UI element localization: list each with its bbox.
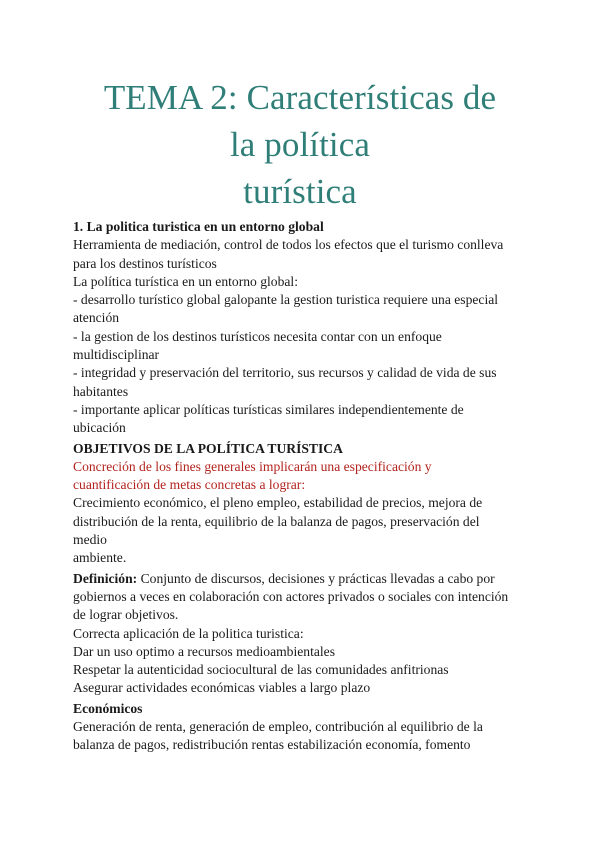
paragraph-line: medio — [73, 532, 107, 548]
paragraph-line: ambiente. — [73, 550, 127, 566]
title-line-3: turística — [243, 172, 357, 211]
title-line-2: la política — [229, 125, 371, 164]
definition-label: Definición: — [73, 570, 138, 586]
page-title — [0, 74, 600, 215]
paragraph-line: ubicación — [73, 420, 126, 436]
paragraph-line: balanza de pagos, redistribución rentas estabilización economía, fomento — [73, 737, 471, 753]
paragraph-line: - importante aplicar políticas turísticas similares independientemente de — [73, 401, 464, 417]
definition-text: Conjunto de discursos, decisiones y prácticas llevadas a cabo por — [137, 570, 495, 586]
highlighted-line: cuantificación de metas concretas a lograr: — [73, 477, 306, 493]
paragraph-line: gobiernos a veces en colaboración con actores privados o sociales con intención — [73, 588, 509, 604]
paragraph-line: Herramienta de mediación, control de todos los efectos que el turismo conlleva — [73, 237, 504, 253]
paragraph-line: Correcta aplicación de la politica turistica: — [73, 625, 304, 641]
paragraph-line: Dar un uso optimo a recursos medioambientales — [73, 643, 335, 659]
title-line-1: TEMA 2: Características de — [103, 78, 497, 117]
paragraph-line: Generación de renta, generación de empleo, contribución al equilibrio de la — [73, 719, 483, 735]
economic-heading: Económicos — [73, 700, 143, 716]
paragraph-line: atención — [73, 310, 120, 326]
paragraph-line: Respetar la autenticidad sociocultural de las comunidades anfitrionas — [73, 662, 449, 678]
paragraph-line: distribución de la renta, equilibrio de la balanza de pagos, preservación del — [73, 513, 480, 529]
paragraph-line: - la gestion de los destinos turísticos necesita contar con un enfoque — [73, 328, 442, 344]
highlighted-line: Concreción de los fines generales implicarán una especificación y — [73, 458, 432, 474]
paragraph-line: habitantes — [73, 383, 129, 399]
paragraph-line: para los destinos turísticos — [73, 255, 217, 271]
paragraph-line: La política turística en un entorno global: — [73, 273, 298, 289]
definition-line — [73, 570, 543, 588]
paragraph-line: - desarrollo turístico global galopante la gestion turistica requiere una especial — [73, 292, 499, 308]
paragraph-line: - integridad y preservación del territorio, sus recursos y calidad de vida de sus — [73, 365, 497, 381]
objectives-heading: OBJETIVOS DE LA POLÍTICA TURÍSTICA — [73, 440, 343, 456]
paragraph-line: Asegurar actividades económicas viables a largo plazo — [73, 680, 371, 696]
paragraph-line: de lograr objetivos. — [73, 607, 179, 623]
paragraph-line: multidisciplinar — [73, 347, 160, 363]
paragraph-line: Crecimiento económico, el pleno empleo, estabilidad de precios, mejora de — [73, 495, 483, 511]
document-body — [73, 218, 543, 755]
section-heading: 1. La politica turistica en un entorno global — [73, 219, 324, 234]
